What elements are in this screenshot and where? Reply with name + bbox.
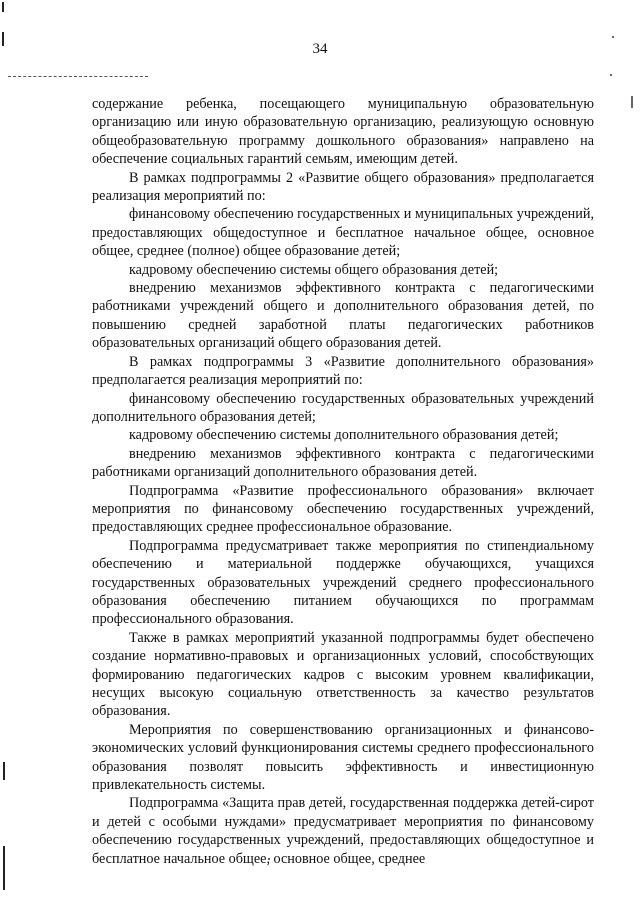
paragraph-4: кадровому обеспечению системы общего образования детей; [129,261,499,278]
paragraph-14: Подпрограмма «Защита прав детей, государственная поддержка детей-сирот и детей с особыми нуждами» предусматривает мероприятия по финансовому обеспечению государственных учреждений, предоставляющих общедоступное и бесплатное начальное общее, основное общее, среднее [92,795,594,867]
scan-mark-left-lower [3,762,5,780]
paragraph-12: Также в рамках мероприятий указанной подпрограммы будет обеспечено создание нормативно-правовых и организационных условий, способствующих формированию педагогических кадров с высоким уровнем квалификации, несущих высокую социальную ответственность за качество результатов образования. [92,629,594,720]
paragraph-1: содержание ребенка, посещающего муниципальную образовательную организацию или иную образовательную организацию, реализующую основную общеобразовательную программу дошкольного образования» направлено на обеспечение социальных гарантий семьям, имеющим детей. [92,96,594,168]
paragraph-8: кадровому обеспечению системы дополнительного образования детей; [129,427,559,444]
scan-mark-left-top [2,2,4,12]
scan-dot-right [610,74,612,76]
paragraph-5: внедрению механизмов эффективного контракта с педагогическими работниками учреждений общего и дополнительного образования детей, по повышению средней заработной платы педагогических работников образовательных организаций общего образования детей. [92,280,594,352]
paragraph-13: Мероприятия по совершенствованию организационных и финансово-экономических условий функционирования системы среднего профессионального образования позволят повысить эффективность и инвестиционную привлекательность системы. [92,721,594,794]
header-rule [8,76,148,77]
scan-mark-left-bottom [3,846,5,890]
paragraph-11: Подпрограмма предусматривает также мероприятия по стипендиальному обеспечению и материальной поддержке обучающихся, учащихся государственных образовательных учреждений среднего профессионального образования обеспечению питанием обучающихся по программам профессионального образования. [92,537,594,628]
paragraph-7: финансовому обеспечению государственных образовательных учреждений дополнительного образования детей; [92,390,594,425]
paragraph-6: В рамках подпрограммы 3 «Развитие дополнительного образования» предполагается реализация мероприятий по: [92,353,594,389]
paragraph-3: финансовому обеспечению государственных и муниципальных учреждений, предоставляющих общедоступное и бесплатное начальное общее, основное общее, среднее (полное) общее образование детей; [92,206,594,260]
scan-mark-right [631,96,633,108]
paragraph-10: Подпрограмма «Развитие профессионального образования» включает мероприятия по финансовому обеспечению государственных учреждений, предоставляющих среднее профессиональное образование. [92,482,594,536]
page-number: 34 [312,41,328,57]
paragraph-2: В рамках подпрограммы 2 «Развитие общего образования» предполагается реализация мероприятий по: [92,169,594,205]
paragraph-9: внедрению механизмов эффективного контракта с педагогическими работниками организаций дополнительного образования детей. [92,445,594,481]
body-text [92,95,594,868]
scan-dot-top-right [612,36,614,38]
scan-mark-left-upper [2,32,4,46]
